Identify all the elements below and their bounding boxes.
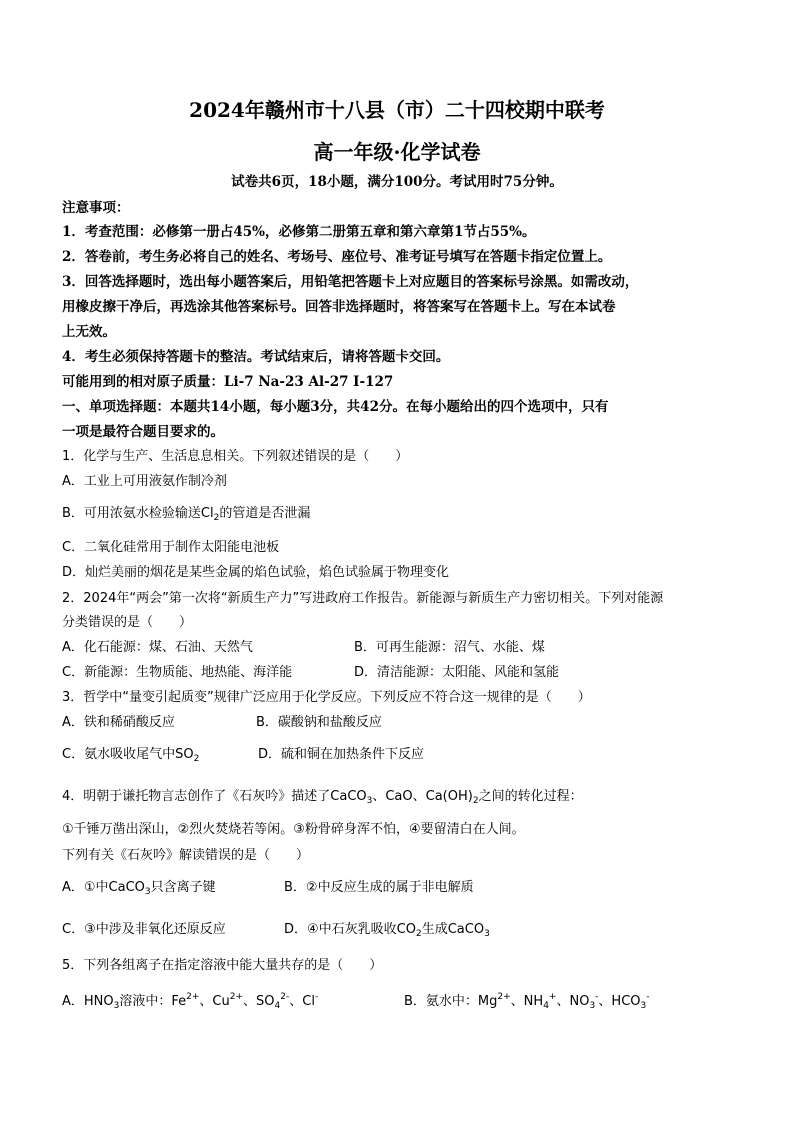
q5-b-sub-3: 3 <box>640 1001 647 1011</box>
q5-a-sup-4: - <box>314 992 319 1002</box>
q4-a-text-end: 只含离子键 <box>150 880 216 895</box>
q2-option-b: B．可再生能源：沼气、水能、煤 <box>354 640 545 655</box>
q2-stem-line-2: 分类错误的是（ ） <box>62 615 193 630</box>
q5-b-sup-4: - <box>646 992 650 1002</box>
q4-stem-text-3: 之间的转化过程： <box>478 789 583 804</box>
exam-info: 试卷共6页，18小题，满分100分。考试用时75分钟。 <box>231 174 563 190</box>
q5-a-text-5: 、Cl <box>289 994 315 1009</box>
note-3-line-2: 用橡皮擦干净后，再选涂其他答案标号。回答非选择题时，将答案写在答题卡上。写在本试卷 <box>62 299 616 315</box>
q5-a-text-3: 、Cu <box>199 994 230 1009</box>
q4-d-subscript-2: 3 <box>484 929 490 939</box>
note-1: 1．考查范围：必修第一册占45%，必修第二册第五章和第六章第1节占55%。 <box>62 224 536 240</box>
q5-stem: 5．下列各组离子在指定溶液中能大量共存的是（ ） <box>62 958 383 973</box>
q5-b-sub-1: 4 <box>543 1001 549 1011</box>
q4-question: 下列有关《石灰吟》解读错误的是（ ） <box>62 848 310 863</box>
q5-b-text-2: 、NH <box>510 994 544 1009</box>
q4-stem <box>62 787 742 811</box>
q4-a-text: A．①中CaCO <box>62 880 145 895</box>
q3-option-c <box>62 745 199 769</box>
q2-stem-line-1: 2．2024年“两会”第一次将“新质生产力”写进政府工作报告。新能源与新质生产力密切相关。下列对能源 <box>62 591 664 606</box>
q1-option-d: D．灿烂美丽的烟花是某些金属的焰色试验，焰色试验属于物理变化 <box>62 565 450 580</box>
section-1-heading: 一、单项选择题：本题共14小题，每小题3分，共42分。在每小题给出的四个选项中，只有 <box>62 399 609 415</box>
q4-stem-sub-2: 2 <box>472 796 479 806</box>
q5-a-sub: 3 <box>113 1001 120 1011</box>
q3-option-d: D．硫和铜在加热条件下反应 <box>258 747 425 762</box>
q4-d-text-2: 生成CaCO <box>421 922 485 937</box>
q5-b-text-4: 、HCO <box>598 994 641 1009</box>
exam-subtitle: 高一年级·化学试卷 <box>313 140 481 164</box>
q1-b-text-end: 的管道是否泄漏 <box>219 506 311 521</box>
q4-poem: ①千锤万凿出深山，②烈火焚烧若等闲。③粉骨碎身浑不怕，④要留清白在人间。 <box>62 822 525 837</box>
q1-b-subscript: 2 <box>213 513 220 523</box>
q5-b-text-3: 、NO <box>556 994 590 1009</box>
q2-option-d: D．清洁能源：太阳能、风能和氢能 <box>354 665 560 680</box>
q3-c-text: C．氨水吸收尾气中SO <box>62 747 194 762</box>
exam-title: 2024年赣州市十八县（市）二十四校期中联考 <box>189 98 605 122</box>
q4-option-a <box>62 878 216 902</box>
q4-option-c: C．③中涉及非氧化还原反应 <box>62 922 226 937</box>
q5-a-sub-2: 4 <box>274 1001 281 1011</box>
q5-option-a <box>62 987 318 1016</box>
q4-stem-sub-1: 3 <box>366 796 373 806</box>
q3-stem: 3．哲学中“量变引起质变”规律广泛应用于化学反应。下列反应不符合这一规律的是（ ） <box>62 690 591 705</box>
q3-option-b: B．碳酸钠和盐酸反应 <box>256 715 382 730</box>
q3-option-a: A．铁和稀硝酸反应 <box>62 715 175 730</box>
q5-b-sup-1: 2+ <box>497 992 511 1002</box>
q5-option-b <box>404 987 650 1016</box>
atomic-masses-text: 可能用到的相对原子质量：Li-7 Na-23 Al-27 I-127 <box>62 374 394 390</box>
q4-option-d <box>284 920 490 944</box>
note-3-line-3: 上无效。 <box>62 324 116 340</box>
atomic-masses <box>62 372 742 392</box>
q4-stem-text-2: 、CaO、Ca(OH) <box>372 789 473 804</box>
q5-a-text-4: 、SO <box>243 994 275 1009</box>
section-1-heading-cont: 一项是最符合题目要求的。 <box>62 424 224 440</box>
q1-option-c: C．二氧化硅常用于制作太阳能电池板 <box>62 540 280 555</box>
q1-stem: 1．化学与生产、生活息息相关。下列叙述错误的是（ ） <box>62 449 409 464</box>
q5-b-sup-3: - <box>595 992 599 1002</box>
q4-stem-text: 4．明朝于谦托物言志创作了《石灰吟》描述了CaCO <box>62 789 367 804</box>
q4-option-b: B．②中反应生成的属于非电解质 <box>284 880 474 895</box>
note-4: 4．考生必须保持答题卡的整洁。考试结束后，请将答题卡交回。 <box>62 349 450 365</box>
q5-b-sup-2: + <box>548 992 557 1002</box>
q4-a-subscript: 3 <box>144 887 151 897</box>
notes-heading: 注意事项： <box>62 200 130 216</box>
note-2: 2．答卷前，考生务必将自己的姓名、考场号、座位号、准考证号填写在答题卡指定位置上。 <box>62 249 612 265</box>
q4-d-subscript: 2 <box>415 929 422 939</box>
q5-b-text: B．氨水中：Mg <box>404 994 498 1009</box>
q5-a-sup-1: 2+ <box>186 992 200 1002</box>
note-3-line-1: 3．回答选择题时，选出每小题答案后，用铅笔把答题卡上对应题目的答案标号涂黑。如需改动， <box>62 274 639 290</box>
q5-a-sup-3: 2- <box>280 992 290 1002</box>
q1-option-b <box>62 504 742 528</box>
q3-c-subscript: 2 <box>193 754 200 764</box>
q5-a-text: A．HNO <box>62 994 114 1009</box>
q4-d-text: D．④中石灰乳吸收CO <box>284 922 416 937</box>
q5-a-text-2: 溶液中：Fe <box>119 994 187 1009</box>
q1-option-a: A．工业上可用液氨作制冷剂 <box>62 474 227 489</box>
q5-b-sub-2: 3 <box>589 1001 596 1011</box>
q1-b-text: B．可用浓氨水检验输送Cl <box>62 506 214 521</box>
q5-a-sup-2: 2+ <box>229 992 244 1002</box>
q2-option-a: A．化石能源：煤、石油、天然气 <box>62 640 253 655</box>
q2-option-c: C．新能源：生物质能、地热能、海洋能 <box>62 665 293 680</box>
